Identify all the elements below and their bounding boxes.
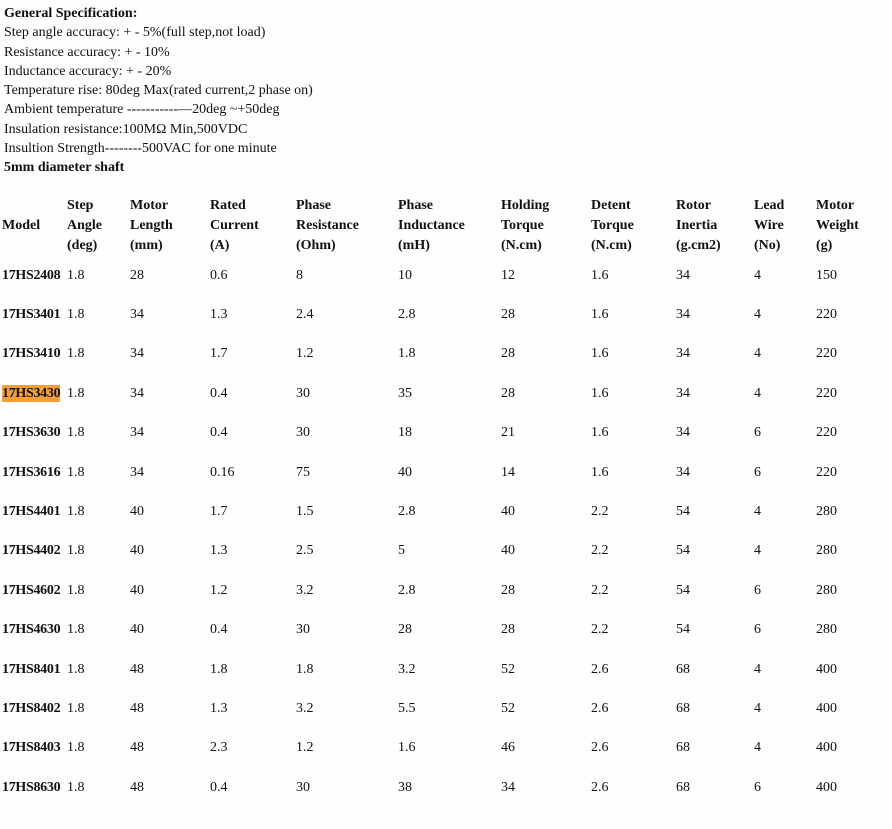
table-cell-phase-resistance: 30 <box>296 622 310 638</box>
table-cell-step-angle: 1.8 <box>67 464 85 480</box>
column-header-phase-inductance <box>398 196 501 256</box>
table-row <box>2 335 886 374</box>
table-cell-detent-torque: 2.2 <box>591 622 609 638</box>
table-cell-holding-torque: 28 <box>501 385 515 401</box>
table-cell-motor-weight: 280 <box>816 582 837 598</box>
table-cell-rotor-inertia: 68 <box>676 700 690 716</box>
table-cell-model <box>2 492 67 531</box>
table-cell-rotor-inertia: 68 <box>676 661 690 677</box>
column-header-text: Inertia <box>676 218 718 233</box>
table-cell-motor-length: 40 <box>130 504 144 520</box>
table-cell-model <box>2 729 67 768</box>
model-name: 17HS2408 <box>2 267 61 283</box>
column-header-text: (mH) <box>398 238 430 253</box>
table-cell-motor-weight: 280 <box>816 622 837 638</box>
table-cell-motor-length: 34 <box>130 425 144 441</box>
table-cell-lead-wire: 4 <box>754 661 761 677</box>
table-cell-phase-resistance: 30 <box>296 779 310 795</box>
table-cell-phase-inductance: 28 <box>398 622 412 638</box>
table-cell-motor-length: 40 <box>130 543 144 559</box>
table-cell-holding-torque: 28 <box>501 307 515 323</box>
table-cell-step-angle: 1.8 <box>67 425 85 441</box>
column-header-text: Detent <box>591 198 631 213</box>
model-name: 17HS3410 <box>2 346 61 362</box>
column-header-text: (A) <box>210 238 230 253</box>
table-cell-lead-wire: 4 <box>754 740 761 756</box>
table-cell-motor-length: 34 <box>130 385 144 401</box>
column-header-text: Inductance <box>398 218 465 233</box>
column-header-text: Rated <box>210 198 246 213</box>
table-row <box>2 571 886 610</box>
table-cell-step-angle: 1.8 <box>67 543 85 559</box>
column-header-text: Model <box>2 218 41 233</box>
model-name: 17HS3630 <box>2 425 61 441</box>
table-cell-phase-inductance: 5 <box>398 543 405 559</box>
table-cell-motor-length: 48 <box>130 661 144 677</box>
table-cell-step-angle: 1.8 <box>67 582 85 598</box>
table-cell-phase-resistance: 75 <box>296 464 310 480</box>
column-header-text: Weight <box>816 218 859 233</box>
table-row <box>2 689 886 728</box>
table-cell-phase-inductance: 1.6 <box>398 740 416 756</box>
column-header-text: Phase <box>398 198 433 213</box>
column-header-text: Motor <box>816 198 855 213</box>
table-cell-lead-wire: 6 <box>754 582 761 598</box>
table-cell-lead-wire: 6 <box>754 464 761 480</box>
table-row <box>2 492 886 531</box>
table-cell-rated-current: 0.4 <box>210 779 228 795</box>
spec-line: Inductance accuracy: + - 20% <box>4 63 172 79</box>
table-cell-model <box>2 768 67 807</box>
column-header-text: Rotor <box>676 198 711 213</box>
table-cell-rated-current: 0.6 <box>210 267 228 283</box>
table-cell-holding-torque: 21 <box>501 425 515 441</box>
table-cell-rated-current: 0.4 <box>210 622 228 638</box>
model-name: 17HS8403 <box>2 740 61 756</box>
table-cell-lead-wire: 6 <box>754 779 761 795</box>
table-cell-detent-torque: 1.6 <box>591 464 609 480</box>
model-name: 17HS3401 <box>2 307 61 323</box>
table-cell-motor-length: 34 <box>130 346 144 362</box>
table-cell-lead-wire: 6 <box>754 425 761 441</box>
table-cell-rotor-inertia: 34 <box>676 346 690 362</box>
table-cell-step-angle: 1.8 <box>67 385 85 401</box>
table-cell-model <box>2 571 67 610</box>
table-cell-holding-torque: 28 <box>501 346 515 362</box>
spec-line: Insulation resistance:100MΩ Min,500VDC <box>4 121 248 137</box>
table-cell-motor-weight: 280 <box>816 504 837 520</box>
table-cell-detent-torque: 1.6 <box>591 425 609 441</box>
table-cell-model <box>2 453 67 492</box>
spec-line: Resistance accuracy: + - 10% <box>4 44 170 60</box>
table-cell-rated-current: 1.3 <box>210 543 228 559</box>
table-cell-holding-torque: 52 <box>501 700 515 716</box>
table-cell-phase-inductance: 2.8 <box>398 307 416 323</box>
column-header-text: Lead <box>754 198 785 213</box>
table-cell-phase-inductance: 18 <box>398 425 412 441</box>
table-cell-step-angle: 1.8 <box>67 307 85 323</box>
column-header-text: (deg) <box>67 238 98 253</box>
table-cell-motor-length: 40 <box>130 582 144 598</box>
table-cell-detent-torque: 2.6 <box>591 661 609 677</box>
table-cell-detent-torque: 2.2 <box>591 582 609 598</box>
table-cell-model <box>2 689 67 728</box>
table-row <box>2 532 886 571</box>
table-cell-phase-resistance: 1.2 <box>296 740 314 756</box>
table-cell-step-angle: 1.8 <box>67 661 85 677</box>
table-cell-phase-resistance: 2.4 <box>296 307 314 323</box>
column-header-detent-torque <box>591 196 676 256</box>
table-cell-lead-wire: 4 <box>754 700 761 716</box>
table-cell-lead-wire: 4 <box>754 346 761 362</box>
table-cell-detent-torque: 1.6 <box>591 385 609 401</box>
table-cell-rated-current: 1.8 <box>210 661 228 677</box>
table-cell-motor-weight: 400 <box>816 740 837 756</box>
column-header-text: (N.cm) <box>591 238 632 253</box>
table-cell-rated-current: 2.3 <box>210 740 228 756</box>
spec-line: Temperature rise: 80deg Max(rated current,2 phase on) <box>4 83 313 99</box>
table-body <box>2 256 886 807</box>
column-header-text: (g) <box>816 238 833 253</box>
table-cell-detent-torque: 1.6 <box>591 307 609 323</box>
table-cell-holding-torque: 46 <box>501 740 515 756</box>
column-header-text: (No) <box>754 238 781 253</box>
model-name: 17HS4402 <box>2 543 61 559</box>
model-name: 17HS8401 <box>2 661 61 677</box>
table-cell-lead-wire: 4 <box>754 307 761 323</box>
spec-heading: General Specification: <box>4 6 138 21</box>
spec-line: Ambient temperature -----------—20deg ~+50deg <box>4 102 280 118</box>
table-cell-rated-current: 0.16 <box>210 464 235 480</box>
table-cell-phase-inductance: 10 <box>398 267 412 283</box>
table-cell-motor-length: 34 <box>130 307 144 323</box>
table-row <box>2 295 886 334</box>
table-row <box>2 374 886 413</box>
table-cell-detent-torque: 1.6 <box>591 267 609 283</box>
column-header-holding-torque <box>501 196 591 256</box>
table-cell-detent-torque: 2.6 <box>591 700 609 716</box>
table-row <box>2 650 886 689</box>
table-cell-phase-inductance: 3.2 <box>398 661 416 677</box>
shaft-note: 5mm diameter shaft <box>4 160 125 176</box>
table-cell-step-angle: 1.8 <box>67 779 85 795</box>
table-cell-motor-length: 34 <box>130 464 144 480</box>
table-cell-rotor-inertia: 68 <box>676 740 690 756</box>
table-row <box>2 256 886 295</box>
table-cell-holding-torque: 34 <box>501 779 515 795</box>
table-cell-rotor-inertia: 54 <box>676 582 690 598</box>
table-cell-lead-wire: 6 <box>754 622 761 638</box>
table-cell-model <box>2 414 67 453</box>
table-cell-phase-resistance: 1.8 <box>296 661 314 677</box>
table-cell-holding-torque: 28 <box>501 582 515 598</box>
column-header-motor-weight <box>816 196 886 256</box>
table-cell-rotor-inertia: 34 <box>676 307 690 323</box>
table-cell-motor-weight: 220 <box>816 425 837 441</box>
table-cell-step-angle: 1.8 <box>67 700 85 716</box>
spec-line: Insultion Strength--------500VAC for one minute <box>4 141 277 157</box>
table-cell-phase-resistance: 1.5 <box>296 504 314 520</box>
table-header-row <box>2 196 886 256</box>
column-header-text: Phase <box>296 198 331 213</box>
table-cell-motor-weight: 150 <box>816 267 837 283</box>
table-cell-holding-torque: 28 <box>501 622 515 638</box>
table-cell-motor-length: 48 <box>130 779 144 795</box>
table-cell-step-angle: 1.8 <box>67 622 85 638</box>
table-cell-phase-resistance: 2.5 <box>296 543 314 559</box>
table-cell-rotor-inertia: 34 <box>676 385 690 401</box>
column-header-rotor-inertia <box>676 196 754 256</box>
general-specification <box>4 4 313 178</box>
table-cell-lead-wire: 4 <box>754 385 761 401</box>
table-cell-motor-weight: 400 <box>816 779 837 795</box>
column-header-text: Step <box>67 198 94 213</box>
model-name: 17HS8402 <box>2 700 61 716</box>
table-cell-rotor-inertia: 54 <box>676 504 690 520</box>
table-cell-lead-wire: 4 <box>754 543 761 559</box>
table-cell-detent-torque: 2.6 <box>591 779 609 795</box>
table-cell-holding-torque: 14 <box>501 464 515 480</box>
table-cell-holding-torque: 40 <box>501 504 515 520</box>
table-cell-detent-torque: 2.2 <box>591 504 609 520</box>
table-cell-model <box>2 335 67 374</box>
table-cell-rotor-inertia: 34 <box>676 464 690 480</box>
table-cell-detent-torque: 2.2 <box>591 543 609 559</box>
table-cell-phase-resistance: 3.2 <box>296 582 314 598</box>
table-cell-rated-current: 0.4 <box>210 425 228 441</box>
column-header-text: (N.cm) <box>501 238 542 253</box>
table-cell-rotor-inertia: 34 <box>676 267 690 283</box>
column-header-phase-resistance <box>296 196 398 256</box>
table-cell-motor-weight: 400 <box>816 700 837 716</box>
table-cell-rated-current: 1.3 <box>210 700 228 716</box>
column-header-text: Angle <box>67 218 102 233</box>
spec-line: Step angle accuracy: + - 5%(full step,not load) <box>4 25 266 41</box>
table-row <box>2 453 886 492</box>
table-cell-lead-wire: 4 <box>754 267 761 283</box>
motor-spec-table <box>2 196 886 807</box>
table-row <box>2 611 886 650</box>
table-cell-motor-weight: 220 <box>816 464 837 480</box>
model-name: 17HS4401 <box>2 504 61 520</box>
table-cell-model <box>2 256 67 295</box>
table-cell-motor-weight: 220 <box>816 385 837 401</box>
table-cell-motor-length: 40 <box>130 622 144 638</box>
table-cell-model <box>2 295 67 334</box>
table-cell-phase-resistance: 30 <box>296 385 310 401</box>
table-cell-rated-current: 0.4 <box>210 385 228 401</box>
table-cell-phase-inductance: 38 <box>398 779 412 795</box>
table-cell-motor-length: 28 <box>130 267 144 283</box>
column-header-text: Holding <box>501 198 550 213</box>
column-header-text: (Ohm) <box>296 238 336 253</box>
table-cell-phase-inductance: 5.5 <box>398 700 416 716</box>
column-header-text: Length <box>130 218 173 233</box>
column-header-step-angle <box>67 196 130 256</box>
table-cell-lead-wire: 4 <box>754 504 761 520</box>
model-name: 17HS4602 <box>2 582 61 598</box>
column-header-text: Current <box>210 218 259 233</box>
table-cell-step-angle: 1.8 <box>67 504 85 520</box>
column-header-lead-wire <box>754 196 816 256</box>
table-cell-model <box>2 374 67 413</box>
table-cell-phase-resistance: 1.2 <box>296 346 314 362</box>
model-name: 17HS3616 <box>2 464 61 480</box>
column-header-model <box>2 196 67 256</box>
table-cell-step-angle: 1.8 <box>67 740 85 756</box>
table-cell-rated-current: 1.7 <box>210 504 228 520</box>
table-cell-motor-weight: 400 <box>816 661 837 677</box>
table-cell-holding-torque: 40 <box>501 543 515 559</box>
table-cell-phase-inductance: 2.8 <box>398 582 416 598</box>
model-name: 17HS4630 <box>2 622 61 638</box>
column-header-rated-current <box>210 196 296 256</box>
table-cell-motor-length: 48 <box>130 740 144 756</box>
table-cell-model <box>2 532 67 571</box>
model-name: 17HS8630 <box>2 779 61 795</box>
model-name: 17HS3430 <box>2 385 61 401</box>
column-header-text: (g.cm2) <box>676 238 721 253</box>
table-cell-rotor-inertia: 68 <box>676 779 690 795</box>
table-cell-motor-weight: 280 <box>816 543 837 559</box>
table-cell-rated-current: 1.7 <box>210 346 228 362</box>
table-cell-holding-torque: 12 <box>501 267 515 283</box>
table-cell-rated-current: 1.2 <box>210 582 228 598</box>
table-cell-motor-weight: 220 <box>816 346 837 362</box>
table-cell-detent-torque: 1.6 <box>591 346 609 362</box>
table-cell-rotor-inertia: 34 <box>676 425 690 441</box>
column-header-motor-length <box>130 196 210 256</box>
table-cell-rated-current: 1.3 <box>210 307 228 323</box>
table-cell-motor-length: 48 <box>130 700 144 716</box>
table-cell-phase-resistance: 8 <box>296 267 303 283</box>
table-cell-model <box>2 650 67 689</box>
table-cell-motor-weight: 220 <box>816 307 837 323</box>
column-header-text: (mm) <box>130 238 163 253</box>
table-row <box>2 768 886 807</box>
table-cell-rotor-inertia: 54 <box>676 543 690 559</box>
table-row <box>2 414 886 453</box>
table-row <box>2 729 886 768</box>
table-cell-phase-inductance: 2.8 <box>398 504 416 520</box>
table-cell-phase-inductance: 35 <box>398 385 412 401</box>
table-cell-phase-inductance: 1.8 <box>398 346 416 362</box>
table-cell-holding-torque: 52 <box>501 661 515 677</box>
table-cell-phase-resistance: 30 <box>296 425 310 441</box>
column-header-text: Motor <box>130 198 169 213</box>
column-header-text: Torque <box>501 218 544 233</box>
table-cell-model <box>2 611 67 650</box>
column-header-text: Torque <box>591 218 634 233</box>
table-cell-detent-torque: 2.6 <box>591 740 609 756</box>
table-cell-step-angle: 1.8 <box>67 346 85 362</box>
table-cell-step-angle: 1.8 <box>67 267 85 283</box>
column-header-text: Resistance <box>296 218 359 233</box>
table-cell-phase-inductance: 40 <box>398 464 412 480</box>
table-cell-rotor-inertia: 54 <box>676 622 690 638</box>
column-header-text: Wire <box>754 218 784 233</box>
table-cell-phase-resistance: 3.2 <box>296 700 314 716</box>
